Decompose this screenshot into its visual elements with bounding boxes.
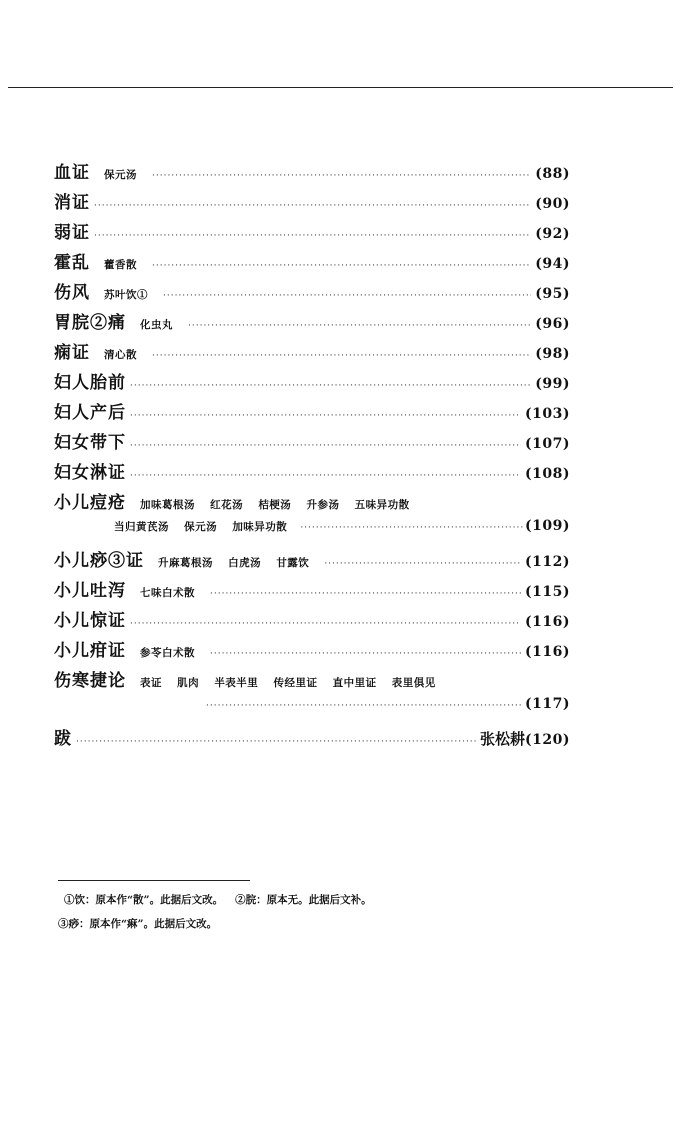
- toc-subtitles: [158, 555, 320, 570]
- toc-page: (120): [525, 732, 570, 748]
- toc-entry[interactable]: [54, 278, 570, 308]
- toc-subtitle: 藿香散: [104, 259, 137, 271]
- toc-subtitles: [140, 585, 206, 600]
- dot-leader: [130, 441, 521, 451]
- toc-page: (109): [525, 518, 570, 534]
- toc-page: (94): [535, 256, 570, 272]
- footnote: ②脘：原本无。此据后文补。: [235, 894, 372, 906]
- toc-page: (95): [535, 286, 570, 302]
- toc-page: (98): [535, 346, 570, 362]
- toc-subtitle: 七味白术散: [140, 587, 195, 599]
- dot-leader: [324, 559, 521, 569]
- dot-leader: [206, 701, 523, 711]
- dot-leader: [300, 523, 523, 533]
- dot-leader: [163, 291, 531, 301]
- toc-entry[interactable]: [54, 724, 570, 754]
- toc-page: (115): [525, 584, 570, 600]
- toc-title: 妇女带下: [54, 433, 126, 453]
- toc-entry[interactable]: [54, 308, 570, 338]
- toc-subtitle: 保元汤: [104, 169, 137, 181]
- toc-entry[interactable]: [54, 188, 570, 218]
- toc-title: 小儿疳证: [54, 641, 126, 661]
- toc-title: 妇人胎前: [54, 373, 126, 393]
- toc-subtitle: 表里俱见: [391, 677, 436, 689]
- toc-subtitle: 直中里证: [332, 677, 377, 689]
- toc-entry[interactable]: [54, 666, 570, 696]
- toc-entry[interactable]: [54, 428, 570, 458]
- toc-title: 妇人产后: [54, 403, 126, 423]
- toc-subtitles: [104, 287, 159, 302]
- footnote-rule: [58, 880, 250, 881]
- toc-entry-continuation[interactable]: [54, 696, 570, 724]
- toc-entry[interactable]: [54, 458, 570, 488]
- toc-page: (108): [525, 466, 570, 482]
- toc-subtitle: 红花汤: [210, 499, 244, 511]
- toc-title: 伤风: [54, 283, 90, 303]
- toc-subtitle: 升麻葛根汤: [158, 557, 213, 569]
- toc-subtitles: [114, 519, 298, 534]
- toc-subtitle: 化虫丸: [140, 319, 173, 331]
- toc-page: (90): [535, 196, 570, 212]
- toc-page: (112): [525, 554, 570, 570]
- toc-subtitle: 五味异功散: [354, 499, 410, 511]
- toc-entry[interactable]: [54, 158, 570, 188]
- toc-page: (88): [535, 166, 570, 182]
- toc-entry[interactable]: [54, 368, 570, 398]
- toc-subtitle: 甘露饮: [276, 557, 310, 569]
- footnote: ①饮：原本作“散”。此据后文改。: [64, 894, 224, 906]
- toc-page: (116): [525, 644, 570, 660]
- toc-subtitles: [104, 167, 148, 182]
- toc-title: 小儿痧③证: [54, 551, 144, 571]
- toc-entry[interactable]: [54, 398, 570, 428]
- dot-leader: [130, 411, 521, 421]
- toc-author: 张松耕: [480, 730, 526, 748]
- toc-title: 血证: [54, 163, 90, 183]
- toc-subtitle: 肌肉: [177, 677, 200, 689]
- footnote-line: [58, 916, 217, 931]
- toc-subtitle: 清心散: [104, 349, 137, 361]
- toc-subtitle: 表证: [140, 677, 162, 689]
- toc-title: 小儿痘疮: [54, 493, 126, 513]
- toc-subtitle: 参苓白术散: [140, 647, 195, 659]
- toc-subtitle: 当归黄芪汤: [114, 521, 169, 533]
- footnote-line: [64, 892, 372, 907]
- toc-page: (117): [525, 696, 570, 712]
- toc-entry[interactable]: [54, 218, 570, 248]
- toc-title: 消证: [54, 193, 90, 213]
- toc-title: 妇女淋证: [54, 463, 126, 483]
- toc-entry[interactable]: [54, 606, 570, 636]
- toc-page: (107): [525, 436, 570, 452]
- dot-leader: [188, 321, 531, 331]
- toc-entry[interactable]: [54, 636, 570, 666]
- toc-entry-continuation[interactable]: [54, 518, 570, 546]
- dot-leader: [94, 201, 531, 211]
- dot-leader: [76, 737, 476, 747]
- toc-title: 胃脘②痛: [54, 313, 126, 333]
- toc-entry[interactable]: [54, 546, 570, 576]
- top-rule: [8, 87, 673, 88]
- dot-leader: [210, 649, 521, 659]
- toc-subtitle: 半表半里: [214, 677, 259, 689]
- toc-title: 痫证: [54, 343, 90, 363]
- toc-subtitle: 加味葛根汤: [140, 499, 195, 511]
- toc-page: (99): [535, 376, 570, 392]
- toc-subtitles: [140, 497, 421, 512]
- toc-subtitle: 白虎汤: [228, 557, 262, 569]
- dot-leader: [152, 351, 531, 361]
- toc-subtitle: 传经里证: [273, 677, 318, 689]
- toc-subtitle: 升参汤: [306, 499, 340, 511]
- toc-subtitles: [104, 257, 148, 272]
- toc-subtitle: 保元汤: [184, 521, 218, 533]
- toc-title: 小儿吐泻: [54, 581, 126, 601]
- dot-leader: [152, 171, 531, 181]
- toc-title: 弱证: [54, 223, 90, 243]
- dot-leader: [130, 471, 521, 481]
- dot-leader: [210, 589, 521, 599]
- toc-subtitles: [140, 675, 447, 690]
- toc-page: (103): [525, 406, 570, 422]
- toc-page: (96): [535, 316, 570, 332]
- dot-leader: [130, 619, 521, 629]
- table-of-contents: [54, 158, 570, 754]
- toc-subtitle: 苏叶饮①: [104, 289, 148, 301]
- toc-page: (116): [525, 614, 570, 630]
- toc-subtitle: 加味异功散: [232, 521, 288, 533]
- dot-leader: [94, 231, 531, 241]
- toc-entry[interactable]: [54, 488, 570, 518]
- toc-title: 小儿惊证: [54, 611, 126, 631]
- toc-page: (92): [535, 226, 570, 242]
- dot-leader: [152, 261, 531, 271]
- footnote: ③痧：原本作“痳”。此据后文改。: [58, 918, 218, 930]
- toc-subtitles: [104, 347, 148, 362]
- toc-entry[interactable]: [54, 338, 570, 368]
- toc-title: 伤寒捷论: [54, 671, 126, 691]
- toc-subtitles: [140, 317, 184, 332]
- dot-leader: [130, 381, 531, 391]
- toc-entry[interactable]: [54, 576, 570, 606]
- toc-title: 霍乱: [54, 253, 90, 273]
- toc-subtitle: 桔梗汤: [258, 499, 292, 511]
- toc-subtitles: [140, 645, 206, 660]
- toc-entry[interactable]: [54, 248, 570, 278]
- toc-title: 跋: [54, 729, 72, 749]
